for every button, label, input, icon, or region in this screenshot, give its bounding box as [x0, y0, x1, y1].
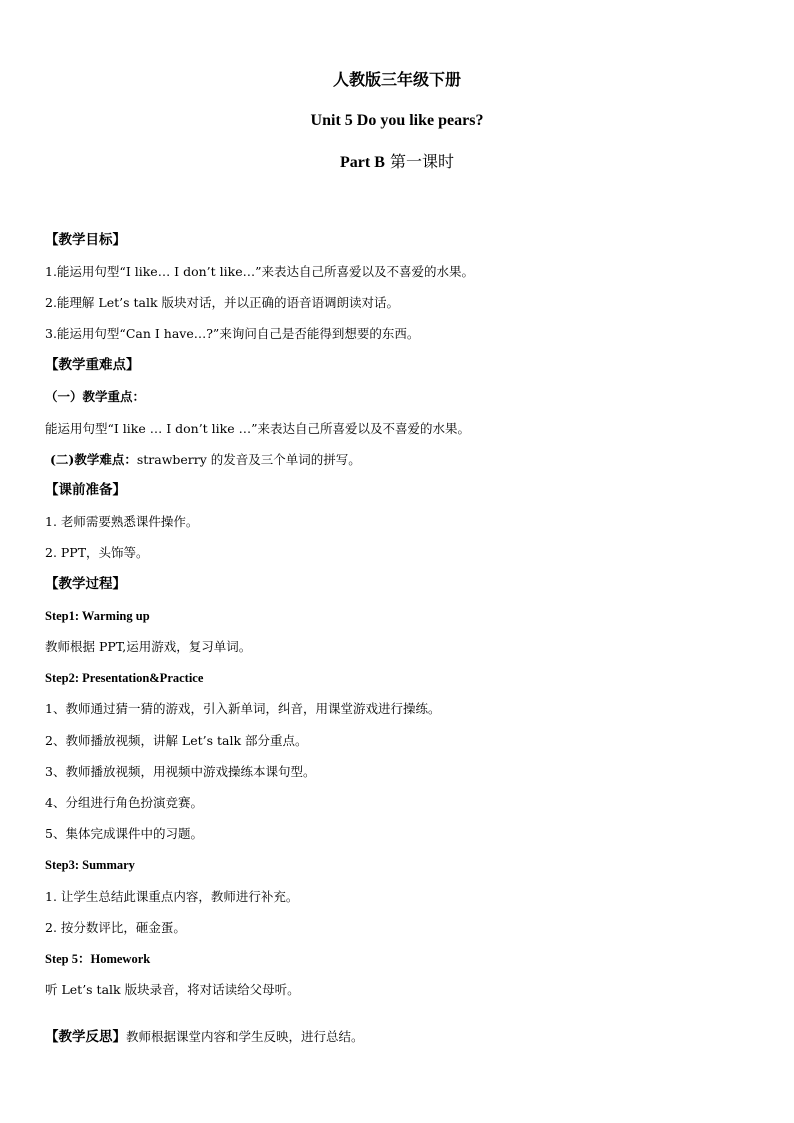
document-title: 人教版三年级下册 [332, 70, 461, 89]
step2-item: 4、分组进行角色扮演竞赛。 [45, 795, 203, 810]
step2-item: 3、教师播放视频，用视频中游戏操练本课句型。 [45, 764, 316, 779]
part-title [0, 152, 794, 173]
part-title-rest: 第一课时 [384, 152, 454, 171]
prep-item: 1. 老师需要熟悉课件操作。 [45, 514, 199, 529]
goal-item: 3.能运用句型“Can I have…?”来询问自己是否能得到想要的东西。 [45, 326, 420, 341]
step2-item: 5、集体完成课件中的习题。 [45, 826, 203, 841]
goal-item: 2.能理解 Let’s talk 版块对话，并以正确的语音语调朗读对话。 [45, 295, 400, 310]
reflection-text: 教师根据课堂内容和学生反映，进行总结。 [126, 1029, 364, 1044]
key-point-text: 能运用句型“I like … I don’t like …”来表达自己所喜爱以及不喜爱的水果。 [45, 421, 471, 436]
step5-text: 听 Let’s talk 版块录音，将对话读给父母听。 [45, 982, 300, 997]
difficult-point-text: strawberry 的发音及三个单词的拼写。 [136, 452, 361, 467]
reflection-line [45, 1029, 364, 1045]
part-title-bold: Part B [340, 154, 385, 171]
difficult-point-line [50, 452, 361, 468]
section-heading-preparation: 【课前准备】 [45, 482, 126, 498]
step2-item: 1、教师通过猜一猜的游戏，引入新单词，纠音，用课堂游戏进行操练。 [45, 701, 441, 716]
step2-title: Step2: Presentation&Practice [45, 671, 204, 685]
step3-title: Step3: Summary [45, 858, 135, 872]
step2-item: 2、教师播放视频，讲解 Let’s talk 部分重点。 [45, 733, 308, 748]
step3-item: 1. 让学生总结此课重点内容，教师进行补充。 [45, 889, 299, 904]
goal-item: 1.能运用句型“I like… I don’t like…”来表达自己所喜爱以及不喜爱的水果。 [45, 264, 474, 279]
unit-title: Unit 5 Do you like pears? [310, 112, 484, 129]
step1-text: 教师根据 PPT,运用游戏，复习单词。 [45, 639, 252, 654]
section-heading-reflection: 【教学反思】 [45, 1029, 126, 1045]
section-heading-goals: 【教学目标】 [45, 232, 126, 248]
prep-item: 2. PPT，头饰等。 [45, 545, 149, 560]
step1-title: Step1: Warming up [45, 609, 150, 623]
step5-title: Step 5：Homework [45, 952, 151, 966]
section-heading-key-points: 【教学重难点】 [45, 357, 140, 373]
step3-item: 2. 按分数评比，砸金蛋。 [45, 920, 186, 935]
section-heading-process: 【教学过程】 [45, 576, 126, 592]
subheading-key-point: （一）教学重点： [45, 389, 146, 404]
subheading-difficult-point: (二)教学难点： [50, 452, 137, 467]
